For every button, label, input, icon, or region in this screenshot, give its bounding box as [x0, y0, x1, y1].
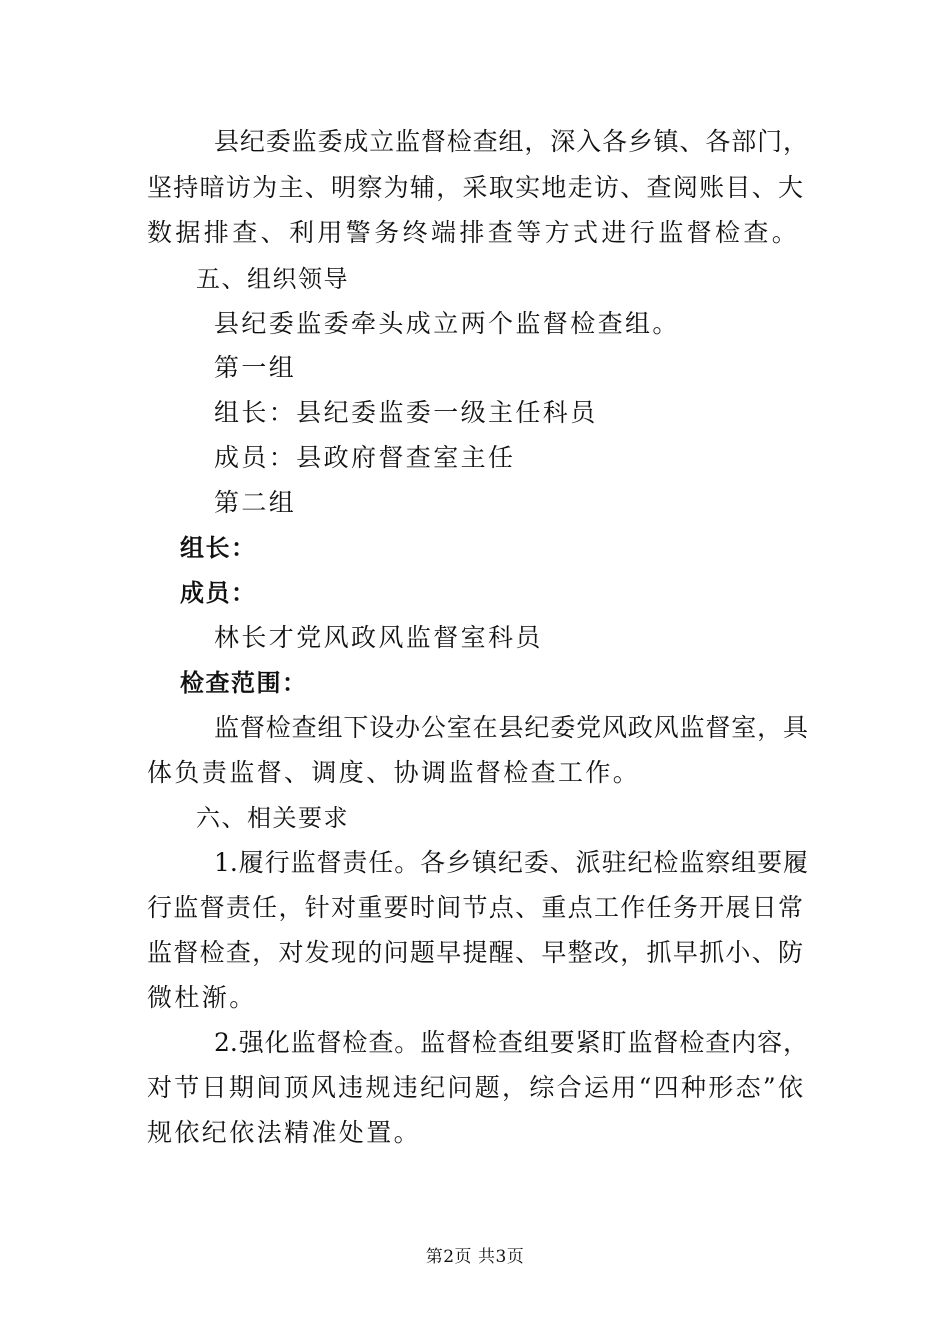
section-5-intro: 县纪委监委牵头成立两个监督检查组。: [214, 309, 680, 338]
item-1-line-4: 微杜渐。: [147, 983, 257, 1012]
item-2-line-2: 对节日期间顶风违规违纪问题，综合运用“四种形态”依: [147, 1073, 803, 1102]
scope-label: 检查范围：: [180, 669, 308, 697]
paragraph-1-line-2: 坚持暗访为主、明察为辅，采取实地走访、查阅账目、大: [147, 173, 803, 202]
group-1-member: 成员：县政府督查室主任: [214, 443, 516, 472]
section-5-heading: 五、组织领导: [196, 265, 349, 293]
group-2-title: 第二组: [214, 488, 297, 517]
group-2-leader-label: 组长：: [180, 534, 257, 562]
group-1-leader: 组长：县纪委监委一级主任科员: [214, 398, 598, 427]
item-1-line-3: 监督检查，对发现的问题早提醒、早整改，抓早抓小、防: [147, 938, 803, 967]
item-1-line-2: 行监督责任，针对重要时间节点、重点工作任务开展日常: [147, 893, 803, 922]
paragraph-1-line-1: 县纪委监委成立监督检查组，深入各乡镇、各部门，: [214, 127, 808, 156]
item-2-line-1: 2.强化监督检查。监督检查组要紧盯监督检查内容，: [214, 1028, 808, 1057]
group-1-title: 第一组: [214, 353, 297, 382]
group-2-member-label: 成员：: [180, 579, 257, 607]
scope-line-2: 体负责监督、调度、协调监督检查工作。: [147, 758, 641, 787]
group-2-member-name: 林长才党风政风监督室科员: [214, 623, 543, 652]
item-1-line-1: 1.履行监督责任。各乡镇纪委、派驻纪检监察组要履: [214, 848, 808, 877]
scope-line-1: 监督检查组下设办公室在县纪委党风政风监督室，具: [214, 713, 808, 742]
page-footer: 第2页 共3页: [425, 1247, 525, 1267]
paragraph-1-line-3: 数据排查、利用警务终端排查等方式进行监督检查。: [147, 218, 801, 247]
item-2-line-3: 规依纪依法精准处置。: [147, 1118, 422, 1147]
section-6-heading: 六、相关要求: [196, 804, 349, 832]
